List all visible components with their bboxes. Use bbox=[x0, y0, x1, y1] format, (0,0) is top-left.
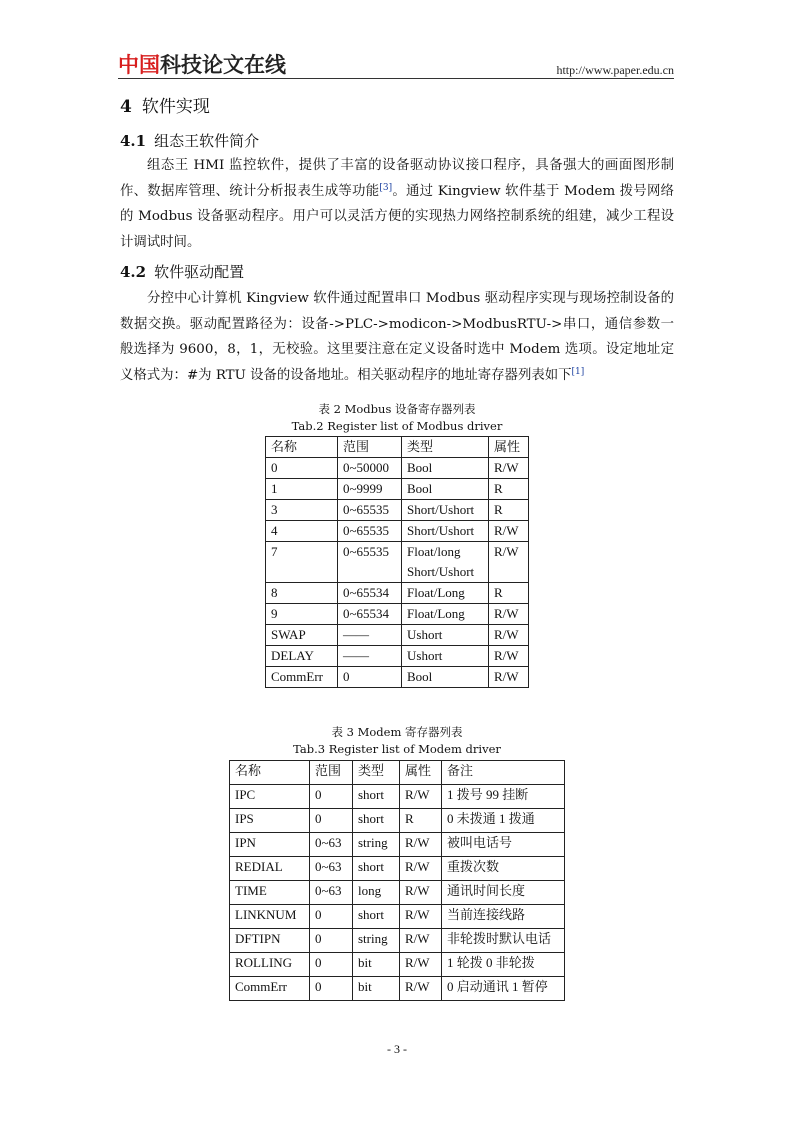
table-header-cell: 范围 bbox=[338, 437, 402, 458]
page-number: - 3 - bbox=[387, 1042, 407, 1056]
table-header-cell: 类型 bbox=[353, 761, 400, 785]
citation-ref[interactable]: [1] bbox=[571, 366, 585, 377]
table-cell: string bbox=[353, 929, 400, 953]
table-cell: bit bbox=[353, 953, 400, 977]
table-row bbox=[230, 905, 565, 929]
table-cell: R bbox=[489, 500, 529, 521]
table-cell: Float/Long bbox=[402, 604, 489, 625]
table-cell: R bbox=[489, 479, 529, 500]
table-row bbox=[230, 857, 565, 881]
table-row bbox=[266, 500, 529, 521]
table-cell: 9 bbox=[266, 604, 338, 625]
table-cell: 0 bbox=[310, 809, 353, 833]
table-cell: 0 bbox=[338, 667, 402, 688]
table-header-cell: 名称 bbox=[230, 761, 310, 785]
logo-text-dark: 科技论文在线 bbox=[160, 53, 286, 77]
table-cell: 0 bbox=[310, 953, 353, 977]
table-cell: 重拨次数 bbox=[442, 857, 565, 881]
table-row bbox=[266, 625, 529, 646]
table-cell: R bbox=[400, 809, 442, 833]
table-2-caption-cn: 表 2 Modbus 设备寄存器列表 bbox=[318, 402, 476, 416]
table-row bbox=[230, 785, 565, 809]
table-cell: Short/Ushort bbox=[402, 500, 489, 521]
table-cell: Ushort bbox=[402, 646, 489, 667]
modem-register-table bbox=[229, 760, 565, 1001]
section-number: 4.1 bbox=[120, 132, 147, 150]
table-cell: 0~63 bbox=[310, 857, 353, 881]
table-cell: LINKNUM bbox=[230, 905, 310, 929]
table-cell: REDIAL bbox=[230, 857, 310, 881]
table-cell: IPC bbox=[230, 785, 310, 809]
table-header-cell: 备注 bbox=[442, 761, 565, 785]
table-row bbox=[230, 809, 565, 833]
table-cell: R/W bbox=[489, 458, 529, 479]
table-row bbox=[266, 521, 529, 542]
table-cell: 0 未拨通 1 拨通 bbox=[442, 809, 565, 833]
table-cell: R/W bbox=[489, 667, 529, 688]
table-cell: Short/Ushort bbox=[402, 521, 489, 542]
table-cell: short bbox=[353, 809, 400, 833]
table-cell: —— bbox=[338, 646, 402, 667]
section-4-heading bbox=[120, 96, 210, 118]
paragraph-text: 。通过 Kingview 软件基于 Modem 拨号网络的 Modbus 设备驱动程序。用户可以灵活方便的实现热力网络控制系统的组建，减少工程设计调试时间。 bbox=[120, 183, 675, 250]
table-row bbox=[230, 881, 565, 905]
table-header-cell: 名称 bbox=[266, 437, 338, 458]
table-3-caption-en: Tab.3 Register list of Modem driver bbox=[293, 742, 501, 756]
site-logo bbox=[118, 52, 286, 78]
table-cell: short bbox=[353, 785, 400, 809]
paragraph-4-2 bbox=[120, 286, 674, 388]
paragraph-4-1 bbox=[120, 153, 674, 255]
table-cell: 非轮拨时默认电话 bbox=[442, 929, 565, 953]
table-cell: R/W bbox=[400, 953, 442, 977]
table-cell: 通讯时间长度 bbox=[442, 881, 565, 905]
table-3-caption-cn: 表 3 Modem 寄存器列表 bbox=[331, 725, 463, 739]
section-4-2-heading bbox=[120, 262, 244, 282]
table-cell: R/W bbox=[400, 833, 442, 857]
section-4-1-heading bbox=[120, 131, 259, 151]
section-number: 4 bbox=[120, 97, 132, 117]
table-cell: 8 bbox=[266, 583, 338, 604]
table-cell: R/W bbox=[400, 857, 442, 881]
table-cell: 4 bbox=[266, 521, 338, 542]
table-row bbox=[266, 583, 529, 604]
logo-text-red: 中国 bbox=[118, 53, 160, 77]
table-row bbox=[230, 977, 565, 1001]
table-header-cell: 属性 bbox=[400, 761, 442, 785]
table-cell: Float/Long bbox=[402, 583, 489, 604]
paragraph-text: 分控中心计算机 Kingview 软件通过配置串口 Modbus 驱动程序实现与现场控制设备的数据交换。驱动配置路径为：设备->PLC->modicon->ModbusRTU->串口，通信参数一般选择为 9600，8，1，无校验。这里要注意在定义设备时选中 Modem 选项。设定地址定义格式为：#为 RTU 设备的设备地址。相关驱动程序的地址寄存器列表如下 bbox=[120, 291, 674, 383]
table-cell: R/W bbox=[489, 646, 529, 667]
table-row bbox=[266, 646, 529, 667]
table-header-row bbox=[230, 761, 565, 785]
table-cell: R/W bbox=[400, 929, 442, 953]
header-url: http://www.paper.edu.cn bbox=[556, 63, 674, 77]
table-cell: 1 轮拨 0 非轮拨 bbox=[442, 953, 565, 977]
table-cell: short bbox=[353, 857, 400, 881]
table-cell: R bbox=[489, 583, 529, 604]
table-row bbox=[266, 479, 529, 500]
table-cell: R/W bbox=[400, 977, 442, 1001]
table-cell: 3 bbox=[266, 500, 338, 521]
table-cell: 0 bbox=[266, 458, 338, 479]
section-title: 软件实现 bbox=[141, 97, 210, 117]
header-divider bbox=[118, 78, 674, 79]
citation-ref[interactable]: [3] bbox=[379, 182, 393, 193]
table-cell: IPS bbox=[230, 809, 310, 833]
table-cell: short bbox=[353, 905, 400, 929]
table-row bbox=[266, 604, 529, 625]
table-cell: 当前连接线路 bbox=[442, 905, 565, 929]
table-cell: string bbox=[353, 833, 400, 857]
section-title: 组态王软件简介 bbox=[154, 132, 260, 150]
table-cell: Bool bbox=[402, 479, 489, 500]
table-cell: R/W bbox=[400, 905, 442, 929]
table-row bbox=[266, 667, 529, 688]
table-row bbox=[230, 953, 565, 977]
table-cell: R/W bbox=[489, 604, 529, 625]
table-cell: 0~65534 bbox=[338, 583, 402, 604]
table-cell: 0~65535 bbox=[338, 521, 402, 542]
table-cell: 0~50000 bbox=[338, 458, 402, 479]
table-cell: Bool bbox=[402, 458, 489, 479]
table-cell: DELAY bbox=[266, 646, 338, 667]
paragraph-text: 组态王 HMI 监控软件，提供了丰富的设备驱动协议接口程序，具备强大的画面图形制作、数据库管理、统计分析报表生成等功能 bbox=[120, 158, 674, 199]
table-cell: R/W bbox=[489, 625, 529, 646]
table-header-cell: 范围 bbox=[310, 761, 353, 785]
table-cell: SWAP bbox=[266, 625, 338, 646]
table-cell: CommErr bbox=[230, 977, 310, 1001]
table-cell: Ushort bbox=[402, 625, 489, 646]
table-header-cell: 属性 bbox=[489, 437, 529, 458]
table-cell: 0~65535 bbox=[338, 500, 402, 521]
table-cell: 0 启动通讯 1 暂停 bbox=[442, 977, 565, 1001]
table-header-row bbox=[266, 437, 529, 458]
section-number: 4.2 bbox=[120, 263, 147, 281]
table-cell: 1 拨号 99 挂断 bbox=[442, 785, 565, 809]
table-row bbox=[266, 542, 529, 583]
table-cell: 0~63 bbox=[310, 881, 353, 905]
table-cell: 0~9999 bbox=[338, 479, 402, 500]
table-row bbox=[266, 458, 529, 479]
table-cell: long bbox=[353, 881, 400, 905]
table-cell: —— bbox=[338, 625, 402, 646]
table-header-cell: 类型 bbox=[402, 437, 489, 458]
table-cell: R/W bbox=[400, 785, 442, 809]
table-cell: 7 bbox=[266, 542, 338, 583]
table-row bbox=[230, 929, 565, 953]
table-cell: Float/long Short/Ushort bbox=[402, 542, 489, 583]
table-cell: IPN bbox=[230, 833, 310, 857]
table-cell: DFTIPN bbox=[230, 929, 310, 953]
table-cell: TIME bbox=[230, 881, 310, 905]
table-cell: 0 bbox=[310, 977, 353, 1001]
table-cell: 0~65535 bbox=[338, 542, 402, 583]
table-cell: 0~65534 bbox=[338, 604, 402, 625]
table-cell: 1 bbox=[266, 479, 338, 500]
table-cell: 0 bbox=[310, 929, 353, 953]
table-cell: ROLLING bbox=[230, 953, 310, 977]
table-cell: CommErr bbox=[266, 667, 338, 688]
table-row bbox=[230, 833, 565, 857]
table-cell: R/W bbox=[400, 881, 442, 905]
table-cell: R/W bbox=[489, 521, 529, 542]
table-cell: 0 bbox=[310, 905, 353, 929]
table-cell: 0~63 bbox=[310, 833, 353, 857]
table-cell: 0 bbox=[310, 785, 353, 809]
table-2-caption-en: Tab.2 Register list of Modbus driver bbox=[291, 419, 503, 433]
table-cell: bit bbox=[353, 977, 400, 1001]
modbus-register-table bbox=[265, 436, 529, 688]
table-cell: R/W bbox=[489, 542, 529, 583]
table-cell: 被叫电话号 bbox=[442, 833, 565, 857]
section-title: 软件驱动配置 bbox=[154, 263, 245, 281]
table-cell: Bool bbox=[402, 667, 489, 688]
